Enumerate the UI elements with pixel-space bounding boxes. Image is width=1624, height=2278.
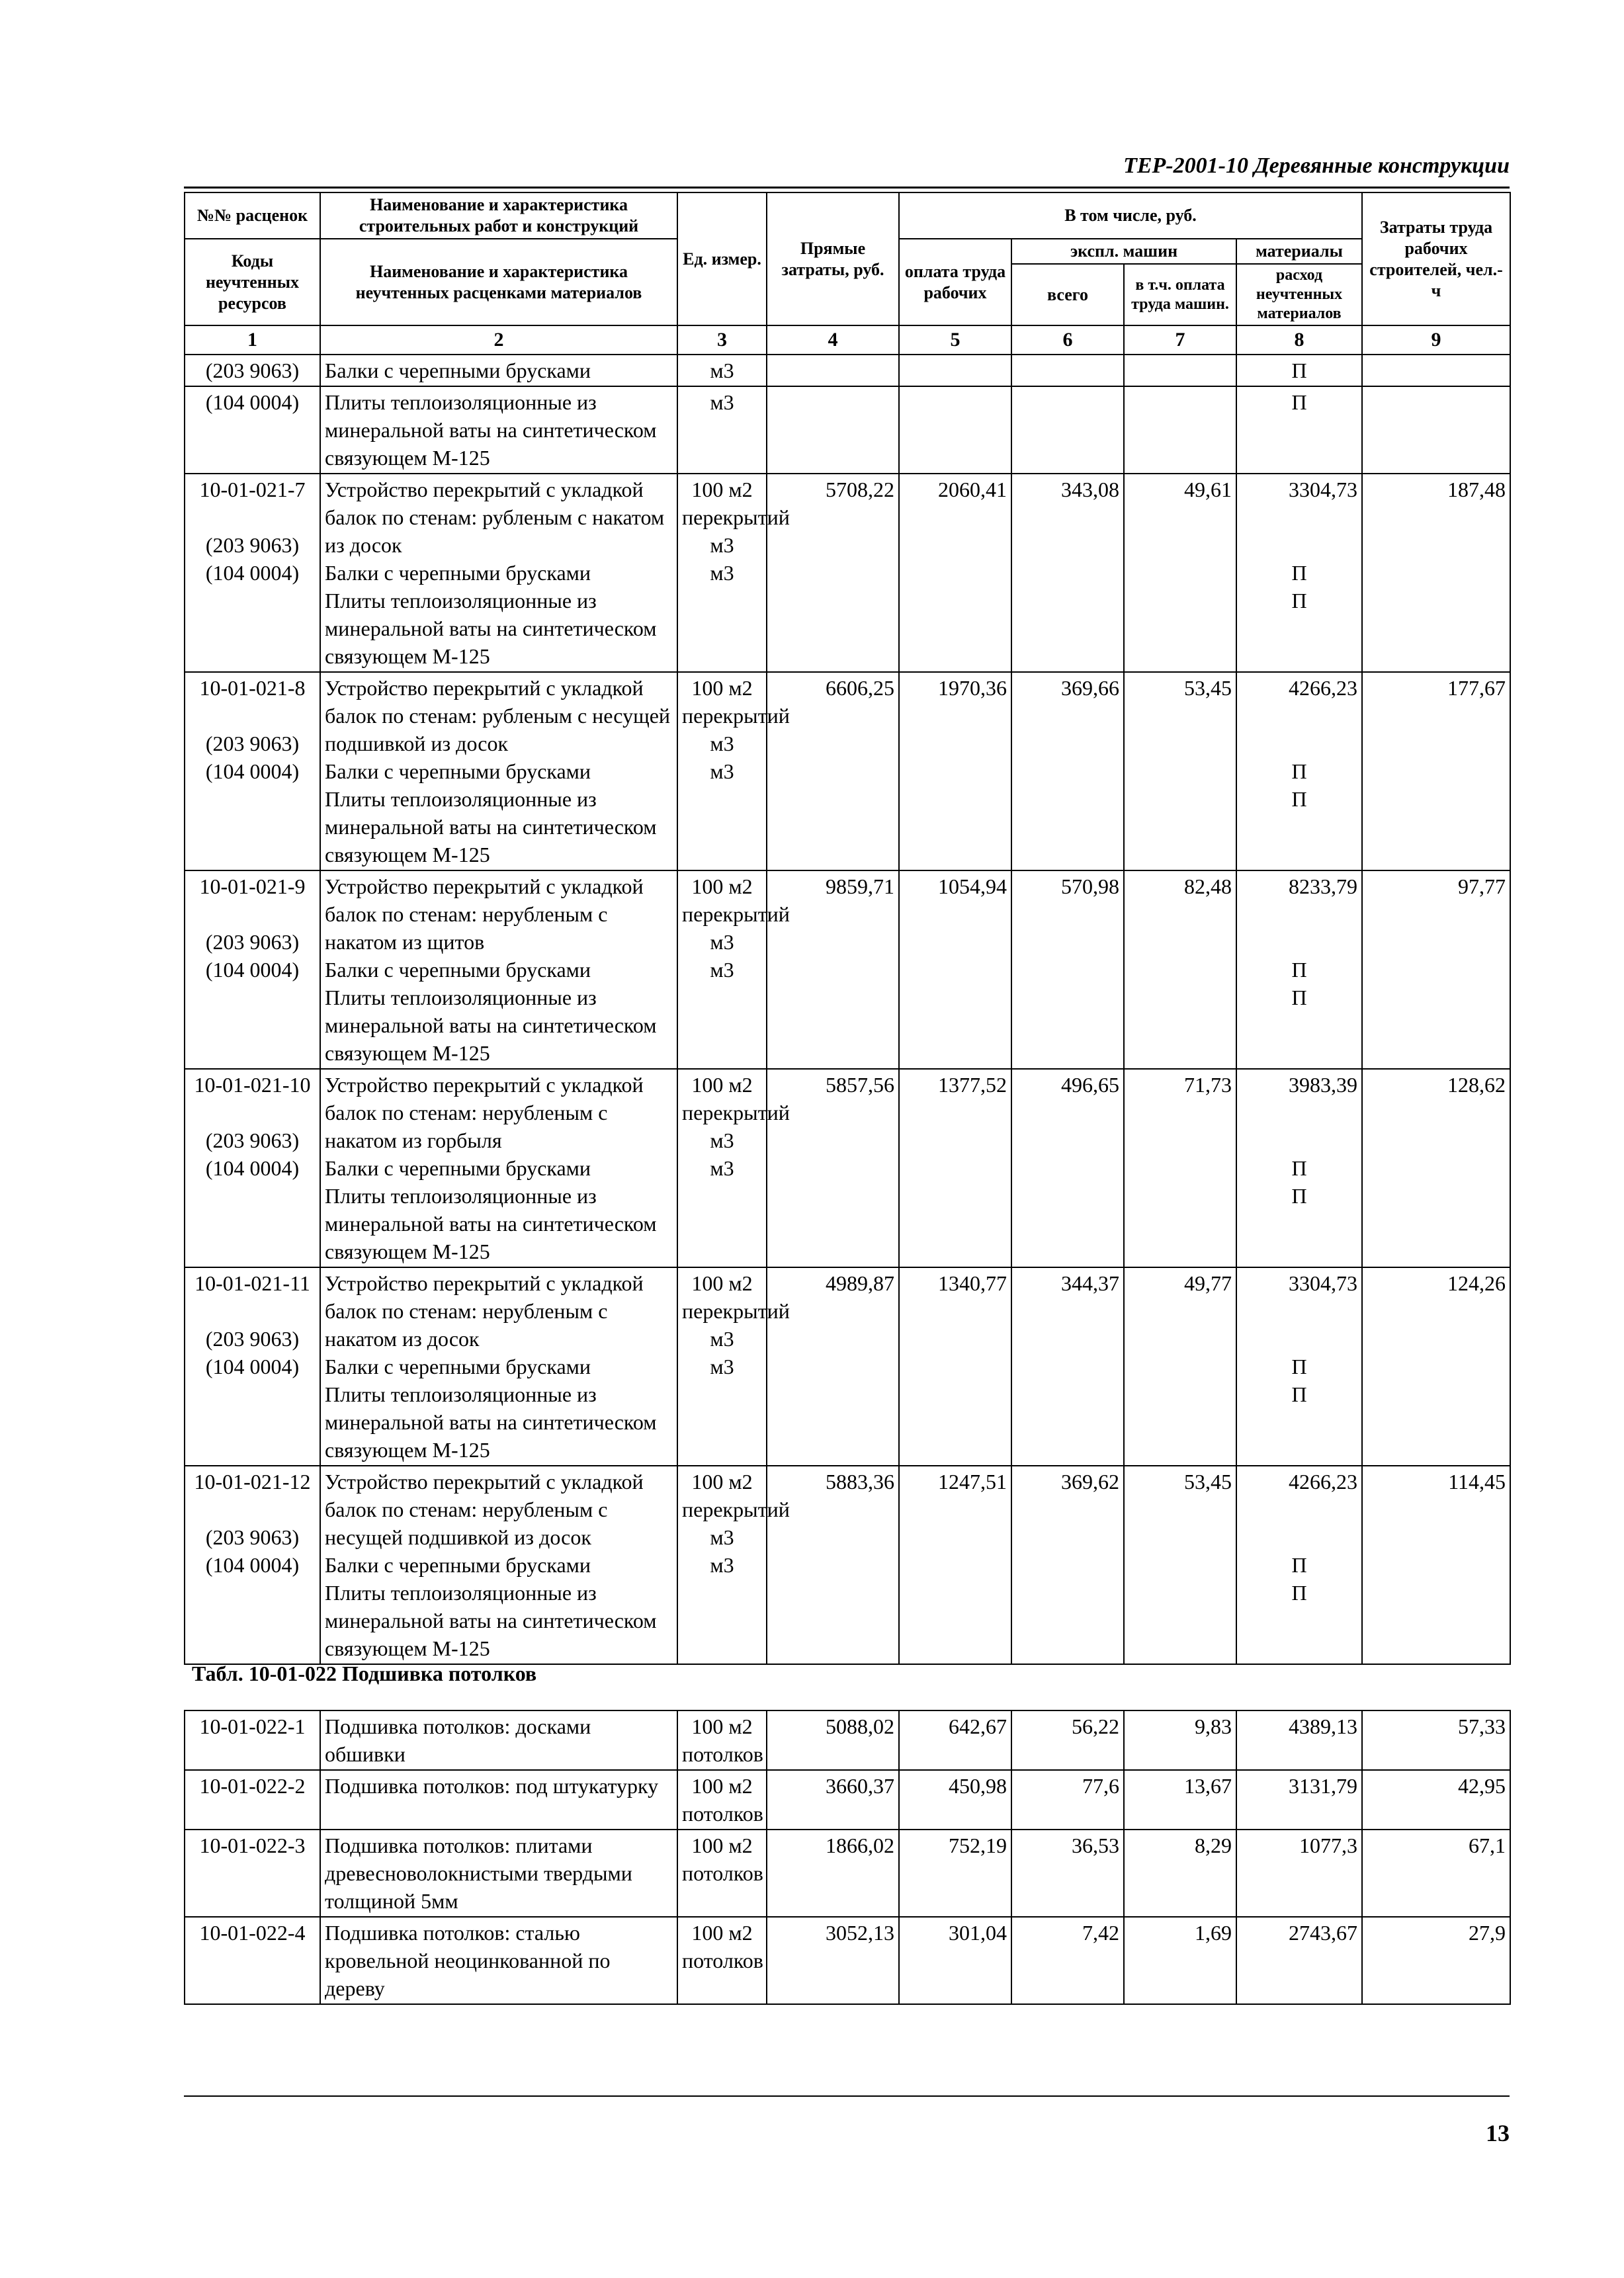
labor-costs: 27,9: [1362, 1917, 1510, 2004]
table-row: [185, 1710, 1510, 1770]
page-number: 13: [1486, 2120, 1510, 2146]
rate-name-cell: [320, 474, 677, 672]
rate-name: Устройство перекрытий с укладкой балок по стенам: нерубленым с накатом из досок: [325, 1271, 644, 1351]
rate-code-cell: [185, 870, 320, 1069]
rate-name: Устройство перекрытий с укладкой балок по стенам: нерубленым с несущей подшивкой из досок: [325, 1470, 644, 1549]
rate-code-cell: [185, 474, 320, 672]
resource-code: (104 0004): [205, 1156, 300, 1180]
labor-pay: 1247,51: [899, 1466, 1011, 1664]
machines-pay: 1,69: [1124, 1917, 1236, 2004]
resource-code: (104 0004): [205, 1355, 300, 1378]
materials-value: 3304,73: [1289, 1271, 1358, 1295]
rate-code: 10-01-022-2: [185, 1770, 320, 1830]
header-col2-a: Наименование и характеристика строительных работ и конструкций: [320, 192, 677, 239]
unit-cell: [677, 870, 790, 1069]
machines-pay: 53,45: [1124, 1466, 1236, 1664]
direct-costs: 1866,02: [767, 1830, 899, 1917]
col-number: 7: [1124, 325, 1236, 355]
resource-name: Плиты теплоизоляционные из минеральной ваты на синтетическом связующем М-125: [320, 386, 677, 474]
rate-code-cell: [185, 1466, 320, 1664]
rate-code: 10-01-021-11: [194, 1271, 310, 1295]
resource-unit: м3: [677, 386, 767, 474]
labor-costs: 124,26: [1362, 1267, 1510, 1466]
labor-pay: 1377,52: [899, 1069, 1011, 1267]
resource-name: Балки с черепными брусками: [325, 1553, 591, 1577]
machines-total: 77,6: [1011, 1770, 1124, 1830]
rate-name-cell: [320, 1466, 677, 1664]
labor-pay: 1054,94: [899, 870, 1011, 1069]
resource-name: Балки с черепными брусками: [325, 1355, 591, 1378]
machines-total: 496,65: [1011, 1069, 1124, 1267]
resource-materials: П: [1291, 589, 1307, 612]
direct-costs: 4989,87: [767, 1267, 899, 1466]
resource-code: (104 0004): [185, 386, 320, 474]
rate-name: Устройство перекрытий с укладкой балок по стенам: нерубленым с накатом из горбыля: [325, 1073, 644, 1152]
resource-unit: м3: [710, 561, 734, 585]
resource-name: Плиты теплоизоляционные из минеральной ваты на синтетическом связующем М-125: [325, 787, 657, 866]
materials-cell: [1236, 870, 1362, 1069]
header-materials-sub: расход неучтенных материалов: [1236, 264, 1362, 325]
materials-value: 8233,79: [1289, 874, 1358, 898]
rate-code-cell: [185, 672, 320, 870]
materials-value: 4389,13: [1236, 1710, 1362, 1770]
resource-materials: П: [1291, 1553, 1307, 1577]
col-number: 6: [1011, 325, 1124, 355]
column-numbers-row: [185, 325, 1510, 355]
direct-costs: 3660,37: [767, 1770, 899, 1830]
resource-materials: П: [1291, 986, 1307, 1009]
direct-costs: 5857,56: [767, 1069, 899, 1267]
rate-name-cell: [320, 1267, 677, 1466]
resource-code: (104 0004): [205, 759, 300, 783]
resource-unit: м3: [710, 759, 734, 783]
materials-value: 3131,79: [1236, 1770, 1362, 1830]
table-row: [185, 1069, 1510, 1267]
machines-pay: 13,67: [1124, 1770, 1236, 1830]
materials-cell: [1236, 1466, 1362, 1664]
rate-name-cell: [320, 870, 677, 1069]
labor-costs: 97,77: [1362, 870, 1510, 1069]
rate-unit: 100 м2 потолков: [677, 1710, 767, 1770]
table-row: [185, 1770, 1510, 1830]
materials-cell: [1236, 672, 1362, 870]
rate-blocks: [185, 474, 1510, 1664]
rate-name: Подшивка потолков: сталью кровельной неоцинкованной по дереву: [320, 1917, 677, 2004]
direct-costs: 6606,25: [767, 672, 899, 870]
labor-costs: 128,62: [1362, 1069, 1510, 1267]
col-number: 9: [1362, 325, 1510, 355]
header-rule: [184, 187, 1510, 189]
resource-materials: П: [1236, 386, 1362, 474]
machines-total: 36,53: [1011, 1830, 1124, 1917]
table-title: Табл. 10-01-022 Подшивка потолков: [192, 1662, 537, 1685]
table-header: [185, 192, 1510, 355]
resource-name: Балки с черепными брусками: [325, 1156, 591, 1180]
materials-value: 3983,39: [1289, 1073, 1358, 1097]
header-machines: экспл. машин: [1011, 239, 1236, 264]
resource-materials: П: [1291, 1581, 1307, 1605]
rate-name: Подшивка потолков: под штукатурку: [320, 1770, 677, 1830]
resource-materials: П: [1291, 787, 1307, 811]
materials-value: 2743,67: [1236, 1917, 1362, 2004]
header-unit: Ед. измер.: [677, 192, 767, 325]
resource-unit: м3: [710, 533, 734, 557]
rate-name: Подшивка потолков: досками обшивки: [320, 1710, 677, 1770]
machines-pay: 8,29: [1124, 1830, 1236, 1917]
resource-code: (203 9063): [185, 355, 320, 386]
machines-pay: 82,48: [1124, 870, 1236, 1069]
resource-name: Плиты теплоизоляционные из минеральной ваты на синтетическом связующем М-125: [325, 1382, 657, 1462]
labor-pay: 642,67: [899, 1710, 1011, 1770]
rate-code-cell: [185, 1069, 320, 1267]
resource-unit: м3: [710, 1355, 734, 1378]
labor-costs: 114,45: [1362, 1466, 1510, 1664]
rate-unit: 100 м2 потолков: [677, 1770, 767, 1830]
machines-pay: 53,45: [1124, 672, 1236, 870]
labor-costs: 42,95: [1362, 1770, 1510, 1830]
resource-code: (104 0004): [205, 561, 300, 585]
col-number: 2: [320, 325, 677, 355]
resource-code: (203 9063): [205, 1525, 300, 1549]
table-row: [185, 474, 1510, 672]
header-group: В том числе, руб.: [899, 192, 1362, 239]
resource-code: (203 9063): [205, 732, 300, 755]
rate-code-cell: [185, 1267, 320, 1466]
table-row: [185, 1917, 1510, 2004]
machines-total: 56,22: [1011, 1710, 1124, 1770]
resource-name: Плиты теплоизоляционные из минеральной ваты на синтетическом связующем М-125: [325, 1581, 657, 1660]
table-row: [185, 1466, 1510, 1664]
machines-total: 344,37: [1011, 1267, 1124, 1466]
resource-materials: П: [1291, 561, 1307, 585]
resource-unit: м3: [710, 1553, 734, 1577]
labor-costs: 187,48: [1362, 474, 1510, 672]
machines-total: 369,62: [1011, 1466, 1124, 1664]
rate-code: 10-01-022-1: [185, 1710, 320, 1770]
rate-code: 10-01-021-10: [194, 1073, 311, 1097]
resource-code: (104 0004): [205, 958, 300, 982]
materials-value: 4266,23: [1289, 1470, 1358, 1494]
resource-materials: П: [1291, 1184, 1307, 1208]
resource-unit: м3: [710, 958, 734, 982]
machines-total: 369,66: [1011, 672, 1124, 870]
labor-costs: 67,1: [1362, 1830, 1510, 1917]
rate-unit: 100 м2 перекрытий: [682, 1271, 790, 1323]
resource-unit: м3: [710, 1156, 734, 1180]
unit-cell: [677, 1267, 790, 1466]
resource-unit: м3: [710, 930, 734, 954]
resource-unit: м3: [710, 1128, 734, 1152]
rate-unit: 100 м2 перекрытий: [682, 676, 790, 728]
rate-name: Устройство перекрытий с укладкой балок по стенам: рубленым с несущей подшивкой из досок: [325, 676, 671, 755]
resource-code: (203 9063): [205, 533, 300, 557]
labor-costs: 177,67: [1362, 672, 1510, 870]
table-row: [185, 1267, 1510, 1466]
resource-code: (203 9063): [205, 1128, 300, 1152]
header-machines-pay: в т.ч. оплата труда машин.: [1124, 264, 1236, 325]
resource-name: Плиты теплоизоляционные из минеральной ваты на синтетическом связующем М-125: [325, 1184, 657, 1263]
col-number: 5: [899, 325, 1011, 355]
rate-name-cell: [320, 672, 677, 870]
materials-value: 3304,73: [1289, 478, 1358, 501]
materials-cell: [1236, 1267, 1362, 1466]
machines-pay: 49,61: [1124, 474, 1236, 672]
resource-name: Балки с черепными брусками: [325, 561, 591, 585]
header-col2-b: Наименование и характеристика неучтенных расценками материалов: [320, 239, 677, 325]
rate-name: Подшивка потолков: плитами древесноволокнистыми твердыми толщиной 5мм: [320, 1830, 677, 1917]
rate-unit: 100 м2 потолков: [677, 1830, 767, 1917]
resource-materials: П: [1291, 1156, 1307, 1180]
header-direct-costs: Прямые затраты, руб.: [767, 192, 899, 325]
resource-unit: м3: [710, 1525, 734, 1549]
materials-cell: [1236, 474, 1362, 672]
header-col1-a: №№ расценок: [185, 192, 320, 239]
header-pay: оплата труда рабочих: [899, 239, 1011, 325]
machines-total: 570,98: [1011, 870, 1124, 1069]
materials-value: 1077,3: [1236, 1830, 1362, 1917]
resource-name: Балки с черепными брусками: [325, 958, 591, 982]
labor-pay: 301,04: [899, 1917, 1011, 2004]
unit-cell: [677, 474, 790, 672]
header-machines-total: всего: [1011, 264, 1124, 325]
ceiling-rates-table: [184, 1710, 1511, 2005]
resource-materials: П: [1291, 1355, 1307, 1378]
resource-code: (203 9063): [205, 930, 300, 954]
header-materials: материалы: [1236, 239, 1362, 264]
col-number: 3: [677, 325, 767, 355]
resource-name: Балки с черепными брусками: [325, 759, 591, 783]
machines-pay: 49,77: [1124, 1267, 1236, 1466]
unit-cell: [677, 1069, 790, 1267]
table-row: [185, 1830, 1510, 1917]
machines-total: 7,42: [1011, 1917, 1124, 2004]
header-labor: Затраты труда рабочих строителей, чел.-ч: [1362, 192, 1510, 325]
direct-costs: 5088,02: [767, 1710, 899, 1770]
header-col1-b: Коды неучтенных ресурсов: [185, 239, 320, 325]
unit-cell: [677, 1466, 790, 1664]
rate-unit: 100 м2 потолков: [677, 1917, 767, 2004]
table-row: [185, 355, 1510, 386]
labor-pay: 2060,41: [899, 474, 1011, 672]
col-number: 1: [185, 325, 320, 355]
labor-pay: 450,98: [899, 1770, 1011, 1830]
resource-code: (104 0004): [205, 1553, 300, 1577]
resource-name: Плиты теплоизоляционные из минеральной ваты на синтетическом связующем М-125: [325, 986, 657, 1065]
resource-materials: П: [1291, 1382, 1307, 1406]
rate-code: 10-01-021-8: [199, 676, 306, 700]
direct-costs: 3052,13: [767, 1917, 899, 2004]
resource-unit: м3: [677, 355, 767, 386]
rate-code: 10-01-021-7: [199, 478, 306, 501]
resource-unit: м3: [710, 1327, 734, 1351]
direct-costs: 9859,71: [767, 870, 899, 1069]
resource-name: Балки с черепными брусками: [320, 355, 677, 386]
resource-code: (203 9063): [205, 1327, 300, 1351]
resource-materials: П: [1236, 355, 1362, 386]
resource-unit: м3: [710, 732, 734, 755]
materials-value: 4266,23: [1289, 676, 1358, 700]
machines-pay: 71,73: [1124, 1069, 1236, 1267]
machines-total: 343,08: [1011, 474, 1124, 672]
unit-cell: [677, 672, 790, 870]
rate-unit: 100 м2 перекрытий: [682, 874, 790, 926]
col-number: 8: [1236, 325, 1362, 355]
labor-pay: 1340,77: [899, 1267, 1011, 1466]
rate-name: Устройство перекрытий с укладкой балок по стенам: нерубленым с накатом из щитов: [325, 874, 644, 954]
rate-name-cell: [320, 1069, 677, 1267]
resource-materials: П: [1291, 958, 1307, 982]
labor-pay: 752,19: [899, 1830, 1011, 1917]
table-row: [185, 386, 1510, 474]
direct-costs: 5883,36: [767, 1466, 899, 1664]
rate-code: 10-01-021-9: [199, 874, 306, 898]
labor-pay: 1970,36: [899, 672, 1011, 870]
labor-costs: 57,33: [1362, 1710, 1510, 1770]
direct-costs: 5708,22: [767, 474, 899, 672]
rate-code: 10-01-022-4: [185, 1917, 320, 2004]
table-row: [185, 672, 1510, 870]
rates-table: [184, 192, 1511, 1665]
machines-pay: 9,83: [1124, 1710, 1236, 1770]
table-row: [185, 870, 1510, 1069]
running-header: ТЕР-2001-10 Деревянные конструкции: [1123, 153, 1510, 178]
rate-unit: 100 м2 перекрытий: [682, 478, 790, 529]
rate-name: Устройство перекрытий с укладкой балок по стенам: рубленым с накатом из досок: [325, 478, 665, 557]
rate-code: 10-01-022-3: [185, 1830, 320, 1917]
footer-rule: [184, 2095, 1510, 2097]
resource-materials: П: [1291, 759, 1307, 783]
col-number: 4: [767, 325, 899, 355]
resource-name: Плиты теплоизоляционные из минеральной ваты на синтетическом связующем М-125: [325, 589, 657, 668]
rate-unit: 100 м2 перекрытий: [682, 1073, 790, 1124]
materials-cell: [1236, 1069, 1362, 1267]
rate-code: 10-01-021-12: [194, 1470, 311, 1494]
rate-unit: 100 м2 перекрытий: [682, 1470, 790, 1521]
